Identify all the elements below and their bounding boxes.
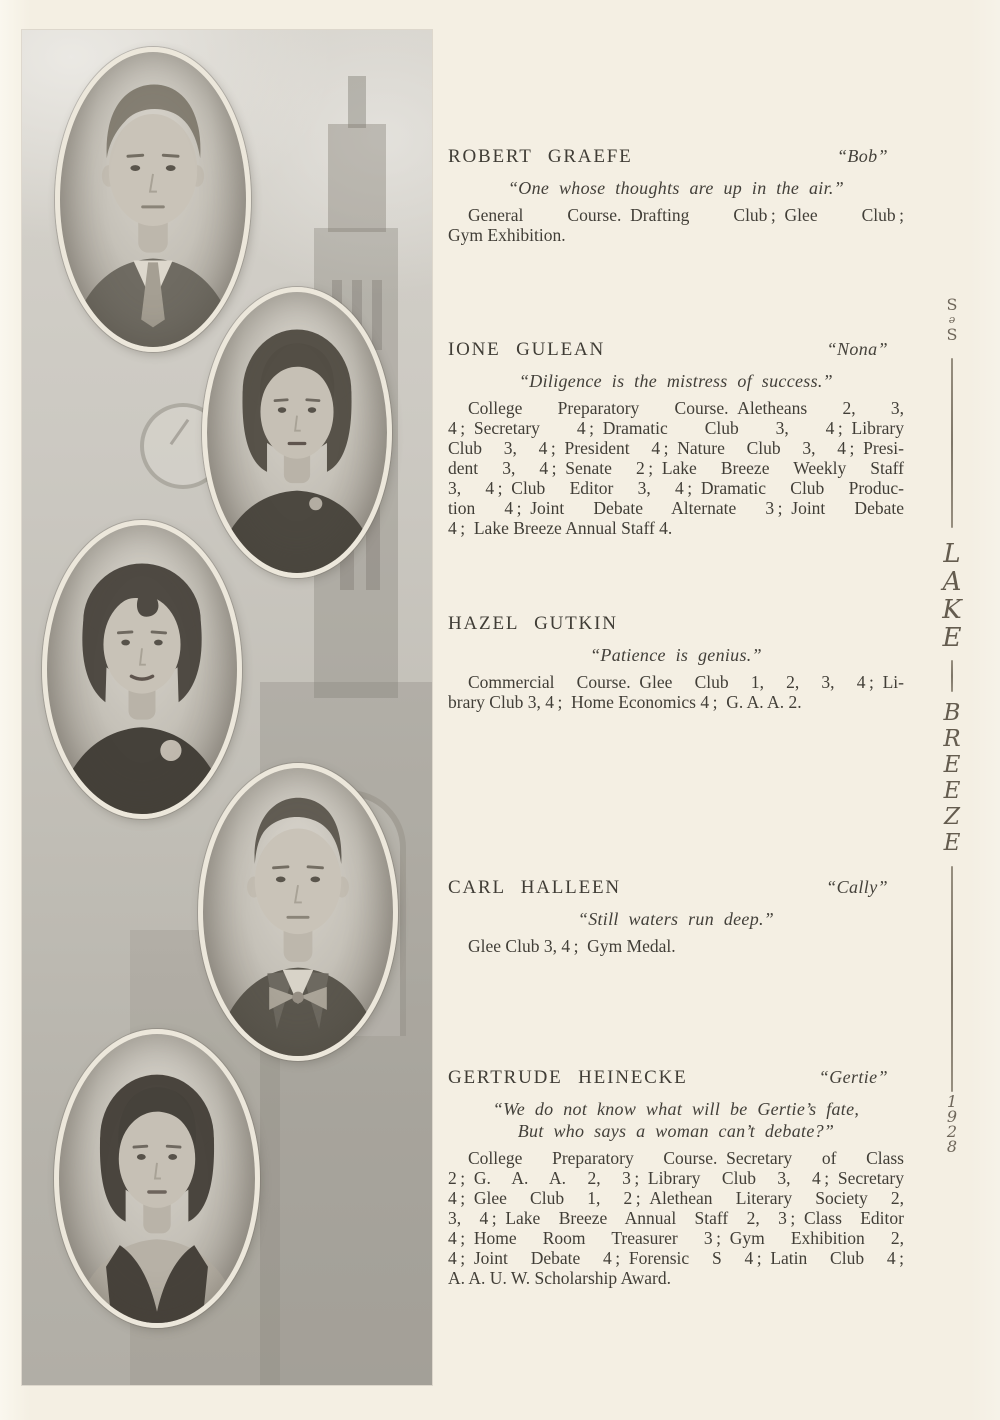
portrait-photo <box>59 1034 255 1323</box>
student-name: GERTRUDE HEINECKE <box>448 1067 688 1088</box>
portrait-oval-carl-halleen <box>198 763 398 1061</box>
tower-window-illustration <box>372 280 382 350</box>
student-quote: “We do not know what will be Gertie’s fate, But who says a woman can’t debate?” <box>492 1099 860 1141</box>
student-name-row <box>448 145 904 168</box>
student-nickname: “Bob” <box>836 146 888 166</box>
portrait-oval-ione-gulean <box>202 287 392 578</box>
student-activities: College Preparatory Course. Secretary of Class 2 ; G. A. A. 2, 3 ; Library Club 3, 4 ; Secretary 4 ; Glee Club 1, 2 ; Alethean Literary Society 2, 3, 4 ; Lake Breeze Annual Staff 2, 3 ; Class Editor 4 ; Home Room Treasurer 3 ; Gym Exhibition 2, 4 ; Joint Debate 4 ; Forensic S 4 ; Latin Club 4 ; A. A. U. W. Scholarship Award. <box>448 1148 904 1288</box>
student-nickname: “Nona” <box>826 339 888 359</box>
student-activities: Glee Club 3, 4 ; Gym Medal. <box>468 936 676 956</box>
student-nickname: “Cally” <box>826 877 888 897</box>
student-quote: “Still waters run deep.” <box>577 909 775 929</box>
breeze-vertical-title: B R E E Z E <box>943 700 961 856</box>
ornament-rule-bottom <box>951 866 953 1092</box>
portrait-photo <box>203 768 393 1056</box>
student-activities: Commercial Course. Glee Club 1, 2, 3, 4 ; Li- brary Club 3, 4 ; Home Economics 4 ; G. A. A. 2. <box>448 672 904 712</box>
student-name: HAZEL GUTKIN <box>448 613 618 634</box>
ornament-rule-middle <box>951 660 953 692</box>
student-nickname: “Gertie” <box>818 1067 888 1087</box>
portrait-oval-hazel-gutkin <box>42 520 242 819</box>
portrait-oval-gertrude-heinecke <box>54 1029 260 1328</box>
student-activities: General Course. Drafting Club ; Glee Club ; Gym Exhibition. <box>448 205 904 245</box>
tower-belfry-illustration <box>328 124 386 232</box>
student-name-row <box>448 876 904 899</box>
student-entry-ione-gulean <box>448 338 904 538</box>
student-entry-gertrude-heinecke <box>448 1066 904 1288</box>
portrait-photo <box>60 52 246 347</box>
ornament-rule-top <box>951 358 953 528</box>
lake-vertical-title: L A K E <box>942 539 962 653</box>
student-name: CARL HALLEEN <box>448 877 621 898</box>
student-name-row <box>448 1066 904 1089</box>
student-quote: “One whose thoughts are up in the air.” <box>507 178 845 198</box>
year-1928-vertical: 1 9 2 8 <box>946 1092 958 1156</box>
ornament-top-monogram: S ə S <box>946 295 958 344</box>
sidebar-ornament <box>928 0 976 1420</box>
student-name-row <box>448 338 904 361</box>
portrait-photo <box>47 525 237 814</box>
portrait-photo <box>207 292 387 573</box>
student-quote: “Diligence is the mistress of success.” <box>518 371 833 391</box>
student-name: IONE GULEAN <box>448 339 606 360</box>
student-entry-hazel-gutkin <box>448 613 904 712</box>
student-name-row <box>448 613 904 635</box>
student-activities: College Preparatory Course. Aletheans 2, 3, 4 ; Secretary 4 ; Dramatic Club 3, 4 ; Library Club 3, 4 ; President 4 ; Nature Club 3, 4 ; Presi- dent 3, 4 ; Senate 2 ; Lake Breeze Weekly Staff 3, 4 ; Club Editor 3, 4 ; Dramatic Club Produc- tion 4 ; Joint Debate Alternate 3 ; Joint Debate 4 ; Lake Breeze Annual Staff 4. <box>448 398 904 538</box>
student-entry-carl-halleen <box>448 876 904 956</box>
portrait-oval-robert-graefe <box>55 47 251 352</box>
tower-spire-illustration <box>348 76 366 128</box>
student-entry-robert-graefe <box>448 145 904 245</box>
student-name: ROBERT GRAEFE <box>448 146 633 167</box>
photo-collage <box>22 30 432 1385</box>
student-quote: “Patience is genius.” <box>590 645 762 665</box>
